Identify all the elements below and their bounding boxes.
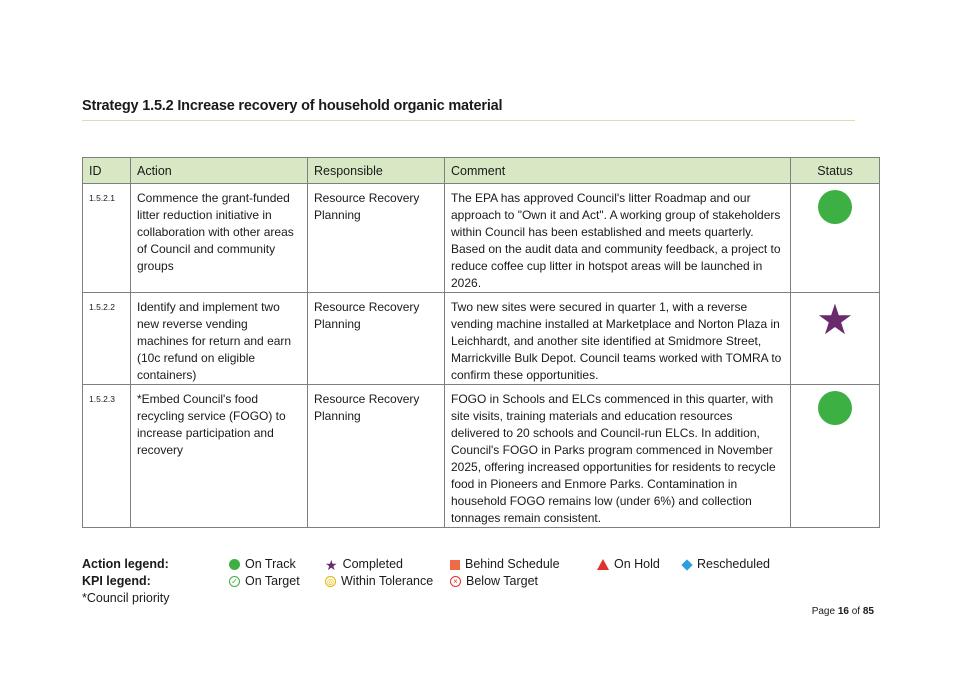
table-row [83, 184, 880, 293]
legend-completed [325, 557, 403, 571]
legend-below-target-label: Below Target [466, 574, 539, 588]
row-action: Identify and implement two new reverse vending machines for return and earn (10c refund on eligible containers) [131, 293, 308, 385]
triangle-icon [597, 559, 609, 570]
legend-completed-label: Completed [342, 557, 404, 571]
row-id: 1.5.2.2 [83, 293, 131, 385]
check-circle-icon: ✓ [229, 576, 240, 587]
legend-rescheduled [681, 557, 770, 571]
completed-star-icon: ★ [816, 296, 854, 343]
header-status: Status [791, 158, 880, 184]
legend-on-hold-label: On Hold [614, 557, 660, 571]
legend-behind-schedule [450, 557, 560, 571]
page-prefix: Page [811, 606, 836, 617]
row-id: 1.5.2.3 [83, 385, 131, 528]
page-number [812, 606, 874, 617]
on-track-status-icon [818, 190, 852, 224]
heading-underline [82, 120, 855, 121]
row-responsible: Resource Recovery Planning [308, 293, 445, 385]
table-row [83, 293, 880, 385]
row-action: Commence the grant-funded litter reduction initiative in collaboration with other areas of Council and community groups [131, 184, 308, 293]
legend-on-hold [597, 557, 660, 571]
kpi-legend-label: KPI legend: [82, 574, 151, 588]
row-comment: Two new sites were secured in quarter 1, with a reverse vending machine installed at Marketplace and Norton Plaza in Leichhardt, and another site identified at Smidmore Street, Marrickville Bulk Depot. Council teams worked with TOMRA to confirm these opportunities. [445, 293, 791, 385]
legend-on-target-label: On Target [245, 574, 300, 588]
legend-below-target [450, 574, 538, 588]
row-responsible: Resource Recovery Planning [308, 184, 445, 293]
on-track-status-icon [818, 391, 852, 425]
legend-on-track-label: On Track [245, 557, 296, 571]
diamond-icon [681, 559, 692, 570]
row-responsible: Resource Recovery Planning [308, 385, 445, 528]
header-action: Action [131, 158, 308, 184]
header-responsible: Responsible [308, 158, 445, 184]
row-comment: The EPA has approved Council's litter Roadmap and our approach to "Own it and Act". A working group of stakeholders within Council has been established and meets quarterly. Based on the audit data and community feedback, a project to reduce coffee cup litter in hotspot areas will be launched in 2026. [445, 184, 791, 293]
row-status [791, 293, 880, 385]
page-current: 16 [837, 606, 849, 617]
x-circle-icon: × [450, 576, 461, 587]
page-of: of [851, 606, 861, 617]
table-header-row [83, 158, 880, 184]
legend-behind-schedule-label: Behind Schedule [465, 557, 560, 571]
tolerance-circle-icon: ◎ [325, 576, 336, 587]
row-id: 1.5.2.1 [83, 184, 131, 293]
header-comment: Comment [445, 158, 791, 184]
row-status [791, 184, 880, 293]
strategy-heading: Strategy 1.5.2 Increase recovery of household organic material [82, 98, 503, 114]
page-total: 85 [862, 606, 874, 617]
green-dot-icon [229, 559, 240, 570]
legend-rescheduled-label: Rescheduled [697, 557, 770, 571]
council-priority-note: *Council priority [82, 591, 170, 605]
legend-within-tolerance [325, 574, 433, 588]
legend-within-tolerance-label: Within Tolerance [341, 574, 434, 588]
row-action: *Embed Council's food recycling service (FOGO) to increase participation and recovery [131, 385, 308, 528]
legend-on-track [229, 557, 296, 571]
header-id: ID [83, 158, 131, 184]
table-row [83, 385, 880, 528]
star-icon: ★ [325, 556, 338, 573]
actions-table [82, 157, 880, 528]
action-legend-label: Action legend: [82, 557, 169, 571]
legend-on-target [229, 574, 300, 588]
square-icon [450, 560, 460, 570]
row-comment: FOGO in Schools and ELCs commenced in this quarter, with site visits, training materials and education resources delivered to 20 schools and Council-run ELCs. In addition, Council's FOGO in Parks program commenced in November 2025, offering increased opportunities for residents to recycle food in Pioneers and Enmore Parks. Contamination in household FOGO remains low (under 6%) and collection tonnages remain consistent. [445, 385, 791, 528]
row-status [791, 385, 880, 528]
